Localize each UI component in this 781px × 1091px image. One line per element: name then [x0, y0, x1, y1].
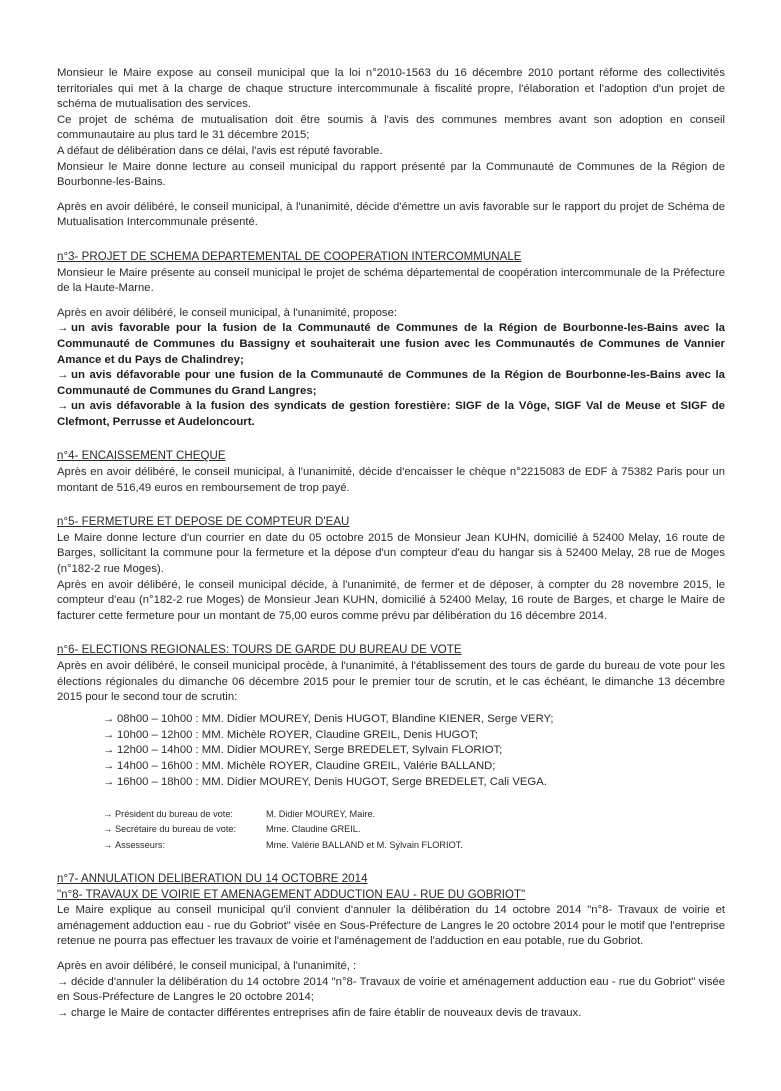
role-secretary: → Secrétaire du bureau de vote: Mme. Claudine GREIL. — [103, 822, 725, 837]
arrow-icon: → — [103, 760, 115, 773]
intro-paragraph-3: A défaut de délibération dans ce délai, l'avis est réputé favorable. — [57, 144, 383, 157]
arrow-icon: → — [57, 400, 69, 413]
section-7-bullet-1: → décide d'annuler la délibération du 14 octobre 2014 "n°8- Travaux de voirie et aménagement adduction eau - rue du Gobriot" visée en Sous-Préfecture de Langres le 20 octobre 2014; — [57, 975, 725, 1004]
section-7-bullet-2: → charge le Maire de contacter différentes entreprises afin de faire établir de nouveaux devis de travaux. — [57, 1006, 725, 1022]
section-4-heading: n°4- ENCAISSEMENT CHEQUE — [57, 450, 226, 463]
intro-paragraph-5: Après en avoir délibéré, le conseil municipal, à l'unanimité, décide d'émettre un avis favorable sur le rapport du projet de Schéma de Mutualisation Intercommunale présenté. — [57, 200, 725, 229]
section-5-paragraph-2: Après en avoir délibéré, le conseil municipal décide, à l'unanimité, de fermer et de déposer, à compter du 28 novembre 2015, le compteur d'eau (n°182-2 rue Moges) de Monsieur Jean KUHN, domicilié à 52400 Melay, 16 route de Barges, et charge le Maire de facturer cette fermeture pour un montant de 75,00 euros comme prévu par délibération du 16 décembre 2014. — [57, 578, 725, 622]
section-3-paragraph-2: Après en avoir délibéré, le conseil municipal, à l'unanimité, propose: — [57, 306, 397, 319]
section-3-bullet-1: → un avis favorable pour la fusion de la Communauté de Communes de la Région de Bourbonne-les-Bains avec la Communauté de Communes du Bassigny et souhaiterait une fusion avec les Communautés de Communes de Vannier Amance et du Pays de Chalindrey; — [57, 322, 725, 366]
arrow-icon: → — [57, 322, 69, 335]
arrow-icon: → — [57, 1006, 69, 1019]
section-7-subheading: "n°8- TRAVAUX DE VOIRIE ET AMENAGEMENT ADDUCTION EAU - RUE DU GOBRIOT" — [57, 888, 526, 901]
role-president: → Président du bureau de vote: M. Didier MOUREY, Maire. — [103, 807, 725, 822]
arrow-icon: → — [57, 975, 69, 988]
list-item: → 16h00 – 18h00 : MM. Didier MOUREY, Denis HUGOT, Serge BREDELET, Cali VEGA. — [103, 775, 725, 791]
arrow-icon: → — [103, 824, 113, 835]
list-item: → 08h00 – 10h00 : MM. Didier MOUREY, Denis HUGOT, Blandine KIENER, Serge VERY; — [103, 712, 725, 728]
section-6-heading: n°6- ELECTIONS REGIONALES: TOURS DE GARDE DU BUREAU DE VOTE — [57, 644, 462, 657]
role-value: Mme. Claudine GREIL. — [266, 824, 361, 835]
section-7-paragraph-1: Le Maire explique au conseil municipal qu'il convient d'annuler la délibération du 14 octobre 2014 "n°8- Travaux de voirie et aménagement adduction eau - rue du Gobriot" visée en Sous-Préfecture de Langres le 20 octobre 2014 pour le motif que l'entreprise retenue ne pourra pas effectuer les travaux de voirie et l'aménagement de l'adduction en eau potable, rue du Gobriot. — [57, 904, 725, 948]
polling-roles — [103, 807, 725, 853]
intro-paragraph-1: Monsieur le Maire expose au conseil municipal que la loi n°2010-1563 du 16 décembre 2010 portant réforme des collectivités territoriales qui met à la charge de chaque structure intercommunale à fiscalité propre, l'élaboration et l'adoption d'un projet de schéma de mutualisation des services. — [57, 67, 725, 111]
section-3-paragraph-1: Monsieur le Maire présente au conseil municipal le projet de schéma départemental de coopération intercommunale de la Préfecture de la Haute-Marne. — [57, 266, 725, 295]
section-7-paragraph-2: Après en avoir délibéré, le conseil municipal, à l'unanimité, : — [57, 959, 357, 972]
list-item: → 10h00 – 12h00 : MM. Michèle ROYER, Claudine GREIL, Denis HUGOT; — [103, 728, 725, 744]
section-3-bullet-3: → un avis défavorable à la fusion des syndicats de gestion forestière: SIGF de la Vôge, SIGF Val de Meuse et SIGF de Clefmont, Perrusse et Audeloncourt. — [57, 400, 725, 428]
arrow-icon: → — [57, 369, 69, 382]
arrow-icon: → — [103, 839, 113, 850]
arrow-icon: → — [103, 808, 113, 819]
role-assessors: → Assesseurs: Mme. Valérie BALLAND et M. Sylvain FLORIOT. — [103, 838, 725, 853]
section-5-paragraph-1: Le Maire donne lecture d'un courrier en date du 05 octobre 2015 de Monsieur Jean KUHN, domicilié à 52400 Melay, 16 route de Barges, sollicitant la commune pour la fermeture et la dépose d'un compteur d'eau du hangar sis à 52400 Melay, 28 rue de Moges (n°182-2 rue Moges). — [57, 531, 725, 576]
arrow-icon: → — [103, 728, 115, 741]
arrow-icon: → — [103, 775, 115, 788]
intro-paragraph-4: Monsieur le Maire donne lecture au conseil municipal du rapport présenté par la Communauté de Communes de la Région de Bourbonne-les-Bains. — [57, 160, 725, 189]
list-item: → 14h00 – 16h00 : MM. Michèle ROYER, Claudine GREIL, Valérie BALLAND; — [103, 759, 725, 775]
section-3-heading: n°3- PROJET DE SCHEMA DEPARTEMENTAL DE COOPERATION INTERCOMMUNALE — [57, 250, 522, 263]
arrow-icon: → — [103, 712, 115, 725]
schedule-list — [103, 712, 725, 791]
section-4-paragraph-1: Après en avoir délibéré, le conseil municipal, à l'unanimité, décide d'encaisser le chèque n°2215083 de EDF à 75382 Paris pour un montant de 516,49 euros en remboursement de trop payé. — [57, 466, 725, 494]
section-6-paragraph-1: Après en avoir délibéré, le conseil municipal procède, à l'unanimité, à l'établissement des tours de garde du bureau de vote pour les élections régionales du dimanche 06 décembre 2015 pour le premier tour de scrutin, et le cas échéant, le dimanche 13 décembre 2015 pour le second tour de scrutin: — [57, 660, 725, 704]
arrow-icon: → — [103, 744, 115, 757]
role-value: Mme. Valérie BALLAND et M. Sylvain FLORIOT. — [266, 839, 463, 850]
list-item: → 12h00 – 14h00 : MM. Didier MOUREY, Serge BREDELET, Sylvain FLORIOT; — [103, 743, 725, 759]
section-5-heading: n°5- FERMETURE ET DEPOSE DE COMPTEUR D'EAU — [57, 516, 350, 529]
role-value: M. Didier MOUREY, Maire. — [266, 808, 376, 819]
section-7-heading: n°7- ANNULATION DELIBERATION DU 14 OCTOBRE 2014 — [57, 872, 368, 885]
section-3-bullet-2: → un avis défavorable pour une fusion de la Communauté de Communes de la Région de Bourbonne-les-Bains avec la Communauté de Communes du Grand Langres; — [57, 369, 725, 397]
intro-paragraph-2: Ce projet de schéma de mutualisation doit être soumis à l'avis des communes membres avant son adoption en conseil communautaire au plus tard le 31 décembre 2015; — [57, 113, 725, 142]
